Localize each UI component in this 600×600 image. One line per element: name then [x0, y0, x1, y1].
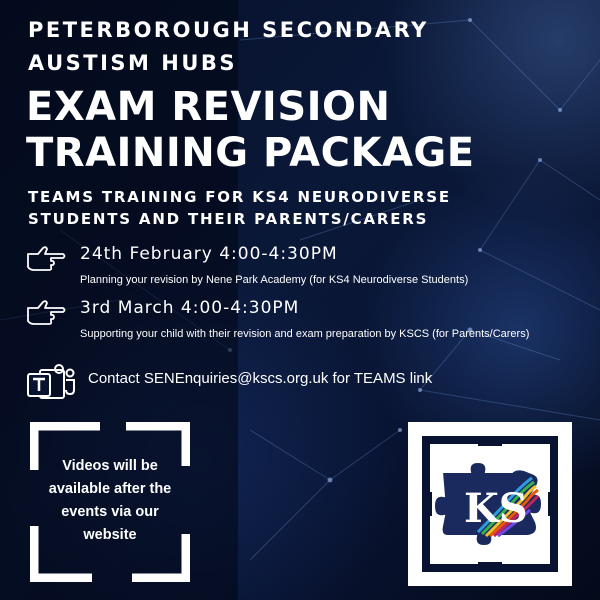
title-line-2: TRAINING PACKAGE — [26, 130, 475, 176]
videos-line-3: events via our — [61, 504, 159, 520]
session-description: Supporting your child with their revision and exam preparation by KSCS (for Parents/Carers) — [80, 328, 530, 340]
org-line-2: AUSTISM HUBS — [28, 51, 238, 75]
videos-line-4: website — [83, 527, 137, 543]
session-description: Planning your revision by Nene Park Academy (for KS4 Neurodiverse Students) — [80, 274, 469, 286]
subtitle — [28, 186, 488, 230]
organisation-name — [28, 14, 448, 80]
org-line-1: PETERBOROUGH SECONDARY — [28, 18, 429, 42]
session-date: 3rd March 4:00-4:30PM — [80, 298, 300, 318]
logo-letters: KS — [464, 485, 528, 532]
videos-line-1: Videos will be — [62, 458, 158, 474]
page-title — [26, 84, 586, 176]
pointing-hand-icon — [26, 298, 66, 328]
kscs-logo — [408, 422, 572, 586]
kscs-puzzle-logo — [408, 422, 572, 586]
contact-text: Contact SENEnquiries@kscs.org.uk for TEAMS link — [88, 370, 433, 387]
videos-line-2: available after the — [48, 481, 172, 497]
pointing-hand-icon — [26, 244, 66, 274]
subtitle-line-1: TEAMS TRAINING FOR KS4 NEURODIVERSE — [28, 188, 451, 206]
title-line-1: EXAM REVISION — [26, 84, 391, 130]
teams-icon — [26, 364, 76, 404]
videos-note — [40, 455, 180, 547]
subtitle-line-2: STUDENTS AND THEIR PARENTS/CARERS — [28, 210, 429, 228]
session-date: 24th February 4:00-4:30PM — [80, 244, 338, 264]
